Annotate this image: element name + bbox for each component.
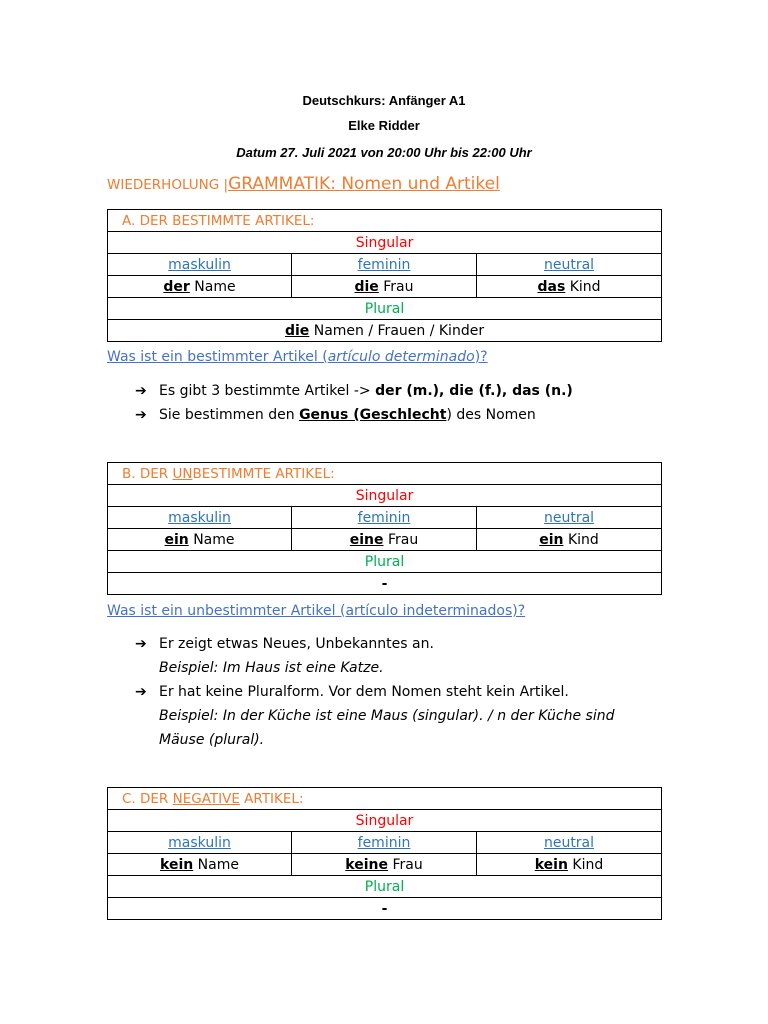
- table-c-title-pre: C. DER: [122, 790, 173, 807]
- table-b-title-post: BESTIMMTE ARTIKEL:: [192, 465, 335, 482]
- table-b-noun-neutral: Kind: [563, 531, 599, 548]
- table-definite-article: [107, 209, 662, 342]
- table-c-title-underlined: NEGATIVE: [172, 790, 240, 807]
- table-a-plural-article: die: [284, 322, 310, 339]
- table-c-plural: Plural: [108, 876, 662, 898]
- table-c-cell-masculine: [108, 854, 292, 876]
- question-indefinite-article: Was ist ein unbestimmter Artikel (artículo indeterminados)?: [107, 603, 526, 619]
- table-c-noun-neutral: Kind: [567, 856, 604, 873]
- table-a-article-neutral: das: [537, 278, 566, 295]
- table-c-noun-masculine: Name: [193, 856, 239, 873]
- table-b-article-masculine: ein: [164, 531, 189, 548]
- table-a-gender-feminine: feminin: [292, 254, 477, 276]
- table-b-noun-masculine: Name: [188, 531, 235, 548]
- table-a-cell-masculine: [108, 276, 292, 298]
- example-b2-continued: Mäuse (plural).: [159, 732, 265, 748]
- table-b-title-pre: B. DER: [122, 465, 173, 482]
- bullet-a1-bold: der (m.), die (f.), das (n.): [375, 383, 573, 399]
- table-c-plural-value: -: [381, 900, 388, 917]
- table-b-article-feminine: eine: [349, 531, 384, 548]
- table-c-noun-feminine: Frau: [388, 856, 423, 873]
- question-a-pre: Was ist ein bestimmter Artikel (: [107, 349, 328, 365]
- bullet-b1-text: Er zeigt etwas Neues, Unbekanntes an.: [159, 636, 434, 652]
- table-a-plural-nouns: Namen / Frauen / Kinder: [309, 322, 485, 339]
- table-a-singular: Singular: [108, 232, 662, 254]
- question-a-italic: artículo determinado: [327, 349, 475, 365]
- table-b-plural: Plural: [108, 551, 662, 573]
- table-c-article-neutral: kein: [534, 856, 568, 873]
- teacher-name: Elke Ridder: [348, 118, 420, 133]
- table-a-cell-neutral: [477, 276, 662, 298]
- section-title-main: GRAMMATIK: Nomen und Artikel: [228, 174, 500, 194]
- table-c-gender-masculine: maskulin: [108, 832, 292, 854]
- table-negative-article: [107, 787, 662, 920]
- table-c-gender-feminine: feminin: [292, 832, 477, 854]
- section-title-prefix: WIEDERHOLUNG |: [107, 177, 229, 193]
- question-definite-article: [107, 349, 488, 365]
- section-title: [107, 174, 500, 194]
- table-b-title: [108, 463, 662, 485]
- table-c-article-feminine: keine: [345, 856, 388, 873]
- table-c-title: [108, 788, 662, 810]
- table-b-article-neutral: ein: [539, 531, 564, 548]
- table-a-article-feminine: die: [354, 278, 379, 295]
- table-b-plural-row: [108, 573, 662, 595]
- table-c-cell-neutral: [477, 854, 662, 876]
- table-c-title-post: ARTIKEL:: [239, 790, 304, 807]
- table-b-gender-masculine: maskulin: [108, 507, 292, 529]
- example-b2: Beispiel: In der Küche ist eine Maus (singular). / n der Küche sind: [159, 708, 615, 724]
- table-b-gender-neutral: neutral: [477, 507, 662, 529]
- table-a-cell-feminine: [292, 276, 477, 298]
- bullet-text: [159, 383, 573, 399]
- table-indefinite-article: [107, 462, 662, 595]
- question-a-post: )?: [474, 349, 488, 365]
- arrow-right-icon: ➔: [135, 636, 147, 652]
- table-b-singular: Singular: [108, 485, 662, 507]
- bullet-a2-text: Sie bestimmen den: [159, 407, 300, 423]
- course-title: Deutschkurs: Anfänger A1: [302, 93, 466, 108]
- lesson-date: Datum 27. Juli 2021 von 20:00 Uhr bis 22:00 Uhr: [236, 145, 532, 160]
- table-b-cell-feminine: [292, 529, 477, 551]
- table-a-noun-neutral: Kind: [565, 278, 601, 295]
- table-c-cell-feminine: [292, 854, 477, 876]
- table-c-singular: Singular: [108, 810, 662, 832]
- bullet-b2-text: Er hat keine Pluralform. Vor dem Nomen steht kein Artikel.: [159, 684, 569, 700]
- table-a-plural-row: [108, 320, 662, 342]
- table-b-cell-masculine: [108, 529, 292, 551]
- bullet-a2-post: ) des Nomen: [446, 407, 536, 423]
- table-b-cell-neutral: [477, 529, 662, 551]
- table-b-noun-feminine: Frau: [383, 531, 419, 548]
- table-b-title-underlined: UN: [172, 465, 193, 482]
- example-b1: Beispiel: Im Haus ist eine Katze.: [159, 660, 384, 676]
- table-b-plural-value: -: [381, 575, 388, 592]
- table-a-gender-masculine: maskulin: [108, 254, 292, 276]
- table-a-plural: Plural: [108, 298, 662, 320]
- bullet-a2-bold: Genus (Geschlecht: [299, 407, 447, 423]
- arrow-right-icon: ➔: [135, 383, 147, 399]
- arrow-right-icon: ➔: [135, 407, 147, 423]
- table-a-noun-masculine: Name: [189, 278, 236, 295]
- arrow-right-icon: ➔: [135, 684, 147, 700]
- table-c-article-masculine: kein: [160, 856, 194, 873]
- table-a-article-masculine: der: [163, 278, 190, 295]
- table-a-title: A. DER BESTIMMTE ARTIKEL:: [108, 210, 662, 232]
- table-a-noun-feminine: Frau: [378, 278, 414, 295]
- table-b-gender-feminine: feminin: [292, 507, 477, 529]
- bullet-text: [159, 407, 536, 423]
- table-c-gender-neutral: neutral: [477, 832, 662, 854]
- bullet-a1-text: Es gibt 3 bestimmte Artikel ->: [159, 383, 376, 399]
- table-a-gender-neutral: neutral: [477, 254, 662, 276]
- table-c-plural-row: [108, 898, 662, 920]
